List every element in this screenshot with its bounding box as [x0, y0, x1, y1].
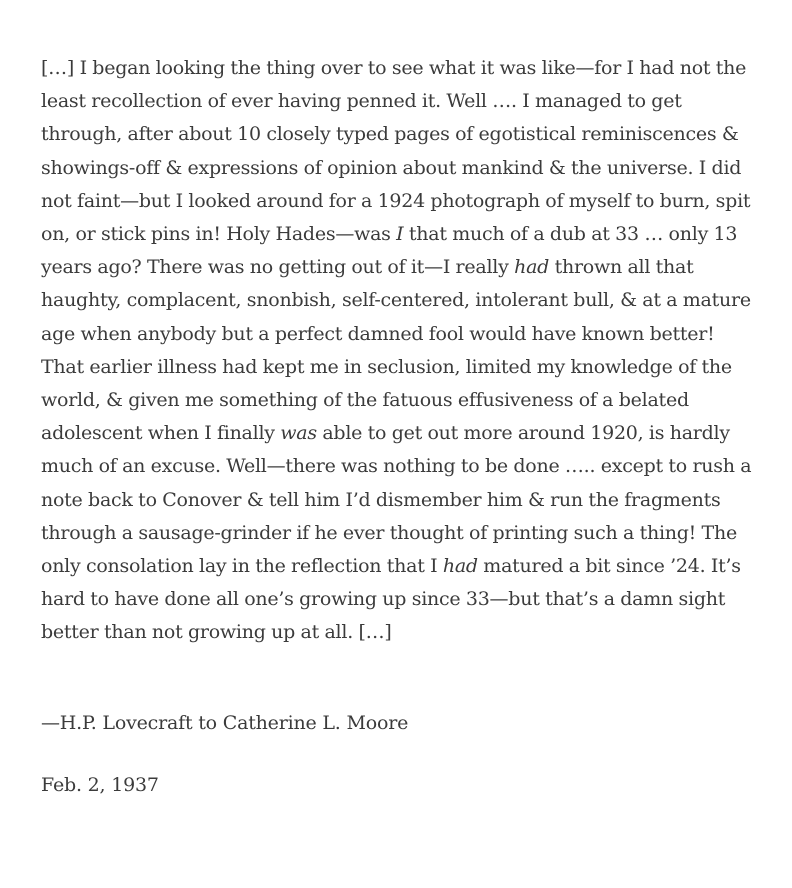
quote-emphasis: I [396, 223, 404, 246]
letter-date: Feb. 2, 1937 [41, 774, 159, 796]
quote-text: thrown all that haughty, complacent, snonbish, self-centered, intolerant bull, & at a mature age when anybody but a perfect damned fool would have known better! That earlier illness had kept me in seclusion, limited my knowledge of the world, & given me something of the fatuous effusiveness of a belated adolescent when I finally [41, 256, 751, 445]
quote-emphasis: had [514, 256, 550, 279]
quote-emphasis: had [442, 555, 478, 578]
quote-text: that much of a dub at 33 … only 13 years ago? There was no getting out of it—I really [41, 223, 738, 279]
quote-text: […] I began looking the thing over to see what it was like—for I had not the least recollection of ever having penned it. Well …. I managed to get through, after about 10 closely typed pages of egotistical reminiscences & showings-off & expressions of opinion about mankind & the universe. I did not faint—but I looked around for a 1924 photograph of myself to burn, spit on, or stick pins in! Holy Hades—was [41, 57, 751, 246]
quote-emphasis: was [280, 422, 317, 445]
quote-attribution: —H.P. Lovecraft to Catherine L. Moore [41, 712, 409, 734]
quote-paragraph [41, 52, 753, 650]
quote-text: able to get out more around 1920, is hardly much of an excuse. Well—there was nothing to be done ….. except to rush a note back to Conover & tell him I’d dismember him & run the fragments through a sausage-grinder if he ever thought of printing such a thing! The only consolation lay in the reflection that I [41, 422, 752, 578]
quote-text: matured a bit since ’24. It’s hard to have done all one’s growing up since 33—but that’s a damn sight better than not growing up at all. […] [41, 555, 741, 644]
